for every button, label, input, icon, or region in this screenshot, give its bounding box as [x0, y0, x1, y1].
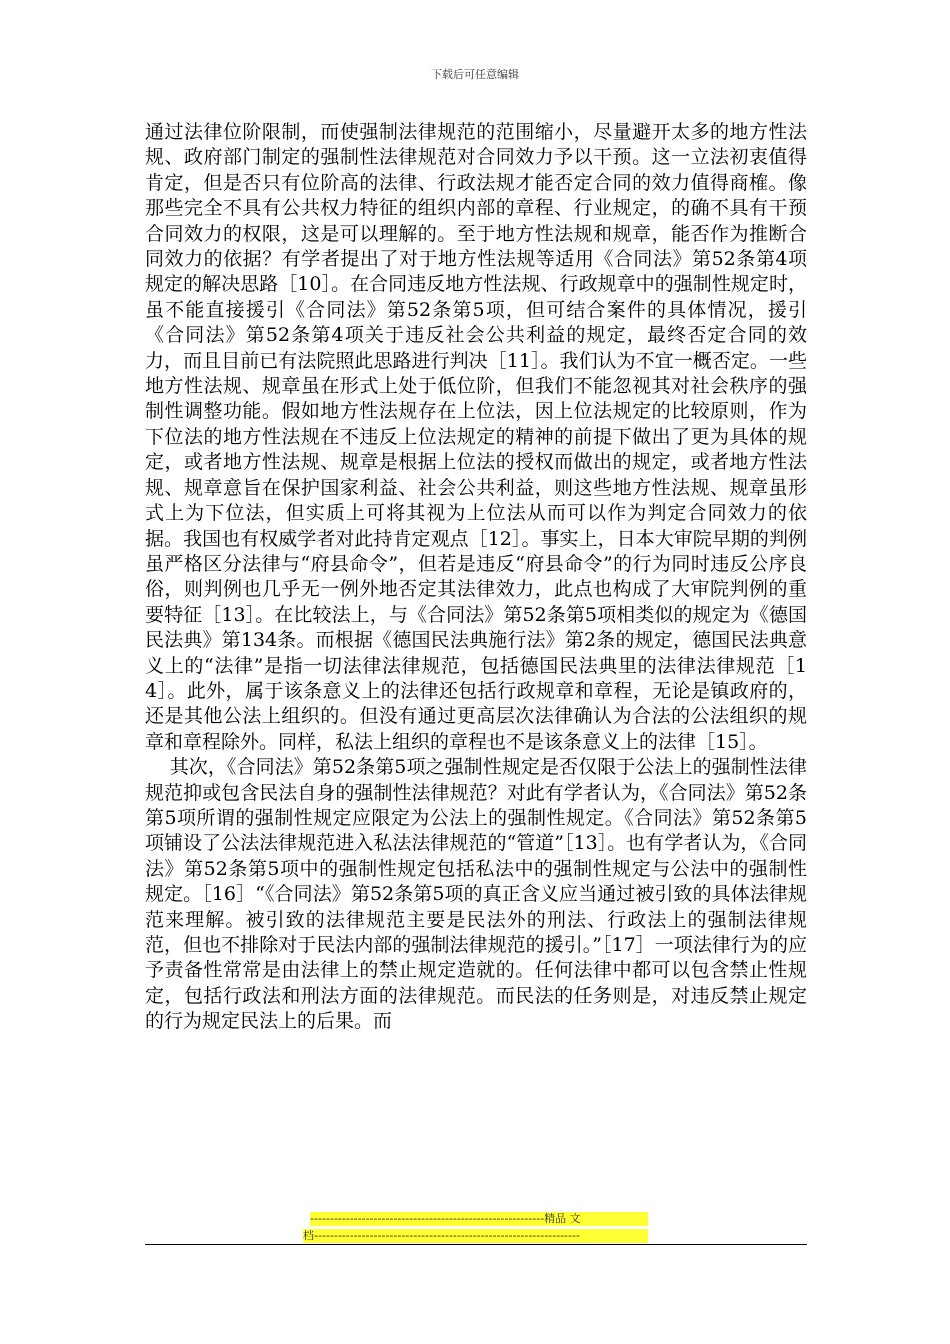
- paragraph-1: 通过法律位阶限制，而使强制法律规范的范围缩小，尽量避开太多的地方性法规、政府部门制定的强制性法律规范对合同效力予以干预。这一立法初衷值得肯定，但是否只有位阶高的法律、行政法规才能否定合同的效力值得商榷。像那些完全不具有公共权力特征的组织内部的章程、行业规定，的确不具有干预合同效力的权限，这是可以理解的。至于地方性法规和规章，能否作为推断合同效力的依据？有学者提出了对于地方性法规等适用《合同法》第52条第4项规定的解决思路［10］。在合同违反地方性法规、行政规章中的强制性规定时，虽不能直接援引《合同法》第52条第5项，但可结合案件的具体情况，援引《合同法》第52条第4项关于违反社会公共利益的规定，最终否定合同的效力，而且目前已有法院照此思路进行判决［11］。我们认为不宜一概否定。一些地方性法规、规章虽在形式上处于低位阶，但我们不能忽视其对社会秩序的强制性调整功能。假如地方性法规存在上位法，因上位法规定的比较原则，作为下位法的地方性法规在不违反上位法规定的精神的前提下做出了更为具体的规定，或者地方性法规、规章是根据上位法的授权而做出的规定，或者地方性法规、规章意旨在保护国家利益、社会公共利益，则这些地方性法规、规章虽形式上为下位法，但实质上可将其视为上位法从而可以作为判定合同效力的依据。我国也有权威学者对此持肯定观点［12］。事实上，日本大审院早期的判例虽严格区分法律与“府县命令”，但若是违反“府县命令”的行为同时违反公序良俗，则判例也几乎无一例外地否定其法律效力，此点也构成了大审院判例的重要特征［13］。在比较法上，与《合同法》第52条第5项相类似的规定为《德国民法典》第134条。而根据《德国民法典施行法》第2条的规定，德国民法典意义上的“法律”是指一切法律法律规范，包括德国民法典里的法律法律规范［14］。此外，属于该条意义上的法律还包括行政规章和章程，无论是镇政府的，还是其他公法上组织的。但没有通过更高层次法律确认为合法的公法组织的规章和章程除外。同样，私法上组织的章程也不是该条意义上的法律［15］。: [145, 121, 807, 753]
- body-text: [145, 120, 807, 1035]
- page-header: 下载后可任意编辑: [431, 68, 519, 81]
- footer-watermark-line-2: 档-------------------------------------------------------------------: [303, 1229, 648, 1243]
- footer-divider: [145, 1244, 807, 1245]
- footer-watermark-line-1: -----------------------------------------------------------精品 文: [310, 1212, 648, 1226]
- paragraph-2: 其次，《合同法》第52条第5项之强制性规定是否仅限于公法上的强制性法律规范抑或包含民法自身的强制性法律规范？对此有学者认为，《合同法》第52条第5项所谓的强制性规定应限定为公法上的强制性规定。《合同法》第52条第5项铺设了公法法律规范进入私法法律规范的“管道”［13］。也有学者认为，《合同法》第52条第5项中的强制性规定包括私法中的强制性规定与公法中的强制性规定。［16］“《合同法》第52条第5项的真正含义应当通过被引致的具体法律规范来理解。被引致的法律规范主要是民法外的刑法、行政法上的强制法律规范，但也不排除对于民法内部的强制法律规范的援引。”［17］一项法律行为的应予责备性常常是由法律上的禁止规定造就的。任何法律中都可以包含禁止性规定，包括行政法和刑法方面的法律规范。而民法的任务则是，对违反禁止规定的行为规定民法上的后果。而: [145, 756, 807, 1033]
